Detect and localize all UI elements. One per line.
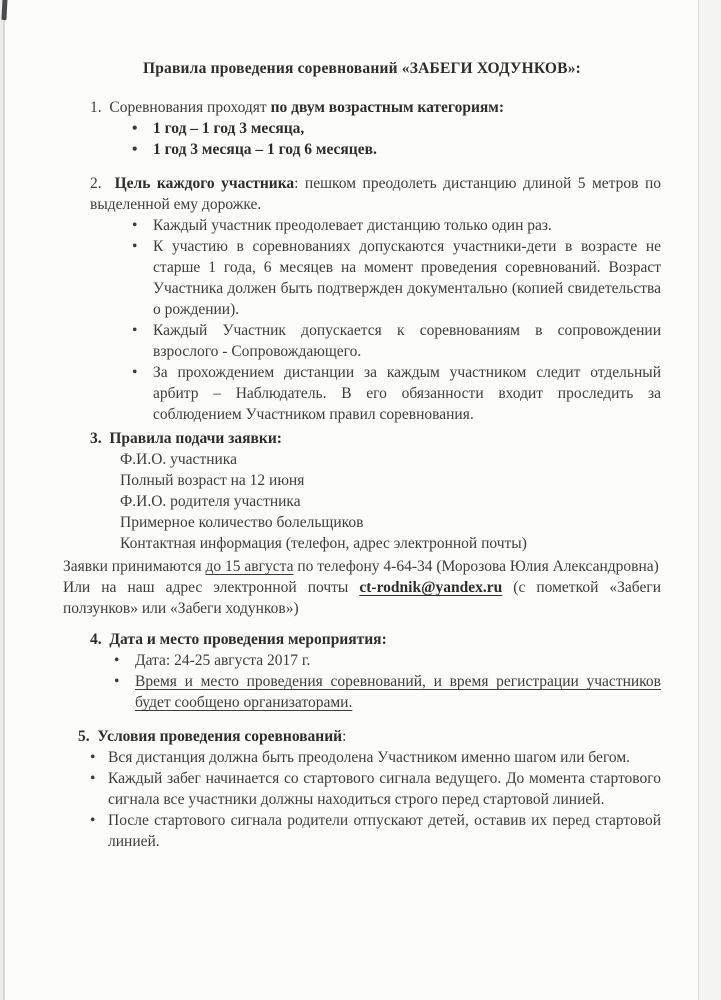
application-field: Ф.И.О. родителя участника [120,493,301,510]
rule-3-number: 3. [90,430,102,447]
event-time-place-underlined: Время и место проведения соревнований, и время регистрации участников будет сообщено организаторами. [135,673,661,711]
rule-2-emphasis: Цель каждого участника [114,175,295,192]
application-field: Примерное количество болельщиков [120,514,364,531]
rule-5-heading [78,726,661,747]
rule-4-title: Дата и место проведения мероприятия: [109,631,387,648]
rule-3-title: Правила подачи заявки: [109,430,282,447]
email-note: (с пометкой «Забеги ползунков» или «Забеги ходунков») [63,579,661,617]
applications-paragraph-2 [63,577,661,619]
deadline-underlined: до 15 августа [205,558,294,575]
rule-4-heading [90,629,661,650]
applications-phone: по телефону 4-64-34 (Морозова Юлия Александровна) [293,558,659,575]
email-lead: Или на наш адрес электронной почты [63,579,360,596]
rule-2-bullet: • К участию в соревнованиях допускаются участники-дети в возрасте не старше 1 года, 6 месяцев на момент проведения соревнований. Возраст Участника должен быть подтвержден документально (копией свидетельства о рождении). [153,236,661,320]
rule-1-heading [90,97,661,118]
rule-5-bullet: • После стартового сигнала родители отпускают детей, оставив их перед стартовой линией. [108,810,661,852]
application-field: Полный возраст на 12 июня [120,472,305,489]
rule-1-number: 1. [90,99,102,116]
event-time-place [135,671,661,713]
rule-5-number: 5. [78,728,90,745]
rule-2-number: 2. [90,175,102,192]
applications-lead: Заявки принимаются [63,558,206,575]
rule-5-bullet: • Каждый забег начинается со стартового сигнала ведущего. До момента стартового сигнала все участники должны находиться строго перед стартовой линией. [108,768,661,810]
age-category-item: • 1 год – 1 год 3 месяца, [153,118,661,139]
rule-1-lead: Соревнования проходят [109,99,271,116]
rule-2-bullet: • За прохождением дистанции за каждым участником следит отдельный арбитр – Наблюдатель. В его обязанности входит проследить за соблюдением Участником правил соревнования. [153,362,661,425]
document-title: Правила проведения соревнований «ЗАБЕГИ ХОДУНКОВ»: [142,60,582,77]
applications-paragraph-1 [63,556,661,577]
rule-2-rest: : пешком преодолеть дистанцию длиной 5 метров по выделенной ему дорожке. [90,175,661,213]
rule-2-heading [90,173,661,215]
rule-5-colon: : [342,728,347,745]
rule-2-bullet: • Каждый участник преодолевает дистанцию только один раз. [153,215,661,236]
rule-3-heading [90,428,661,449]
rule-5-bullet: • Вся дистанция должна быть преодолена Участником именно шагом или бегом. [108,747,661,768]
rule-1-emphasis: по двум возрастным категориям: [270,99,504,116]
age-category-item: • 1 год 3 месяца – 1 год 6 месяцев. [153,139,661,160]
application-field: Ф.И.О. участника [120,451,237,468]
rule-4-number: 4. [90,631,102,648]
event-date: • Дата: 24-25 августа 2017 г. [135,650,661,671]
email-address: ct-rodnik@yandex.ru [359,579,503,596]
rule-5-title: Условия проведения соревнований [97,728,343,745]
rule-2-bullet: • Каждый Участник допускается к соревнованиям в сопровождении взрослого - Сопровождающего. [153,320,661,362]
application-field: Контактная информация (телефон, адрес электронной почты) [120,535,527,552]
